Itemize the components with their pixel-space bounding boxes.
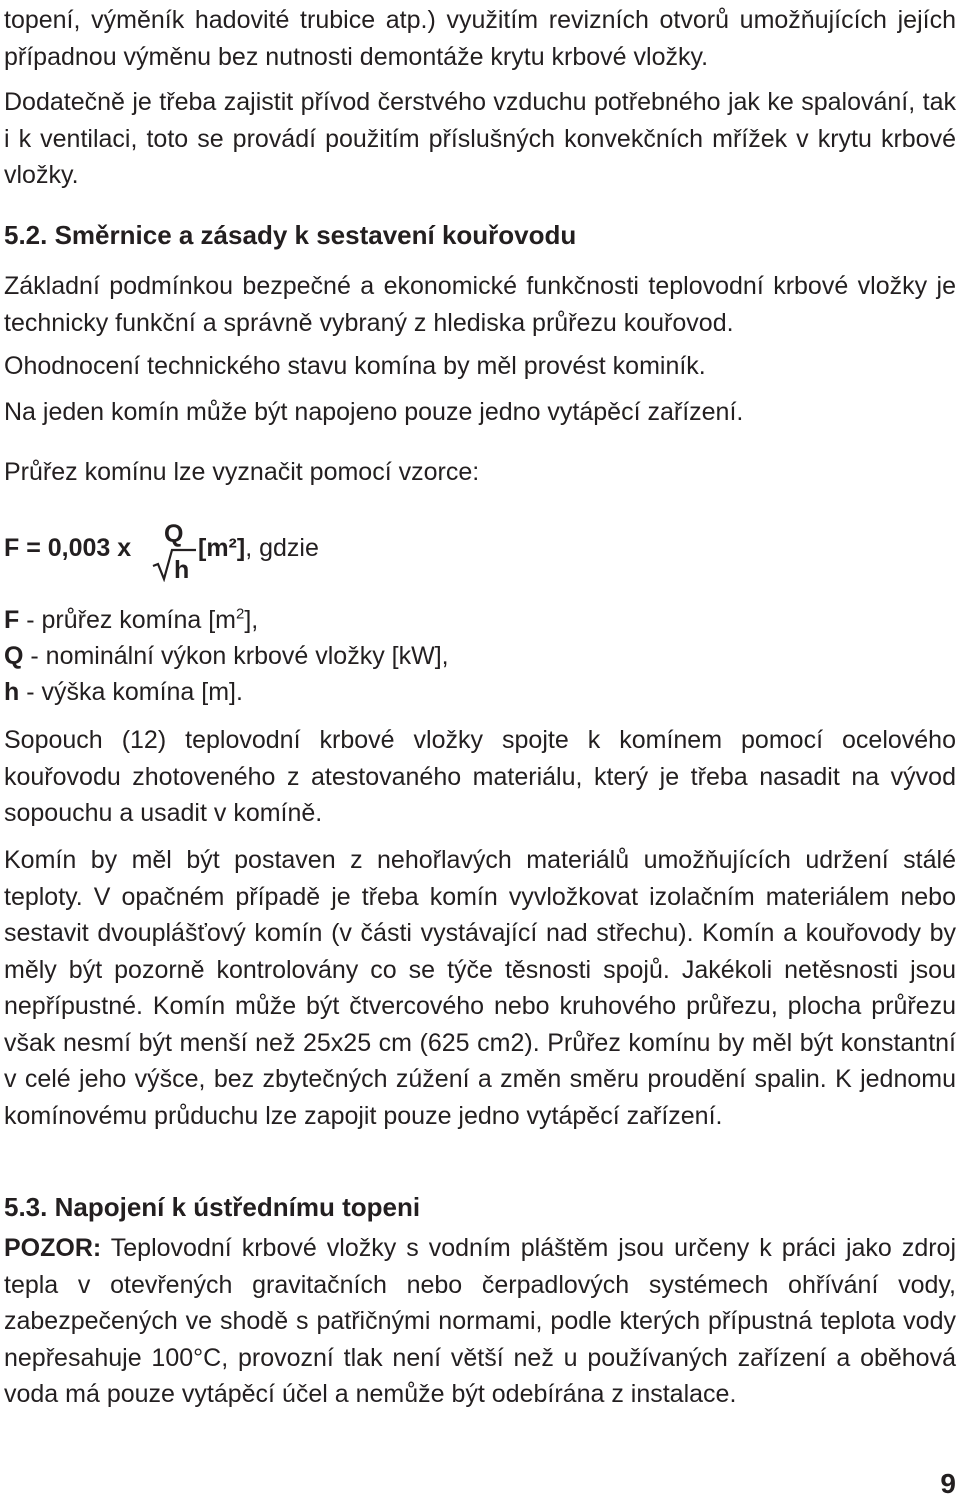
paragraph-intro: topení, výměník hadovité trubice atp.) využitím revizních otvorů umožňujících jejích případnou výměnu bez nutnosti demontáže krytu krbové vložky.: [4, 6, 956, 71]
chimney-formula: [4, 520, 504, 590]
definition-text: - nominální výkon krbové vložky [kW],: [23, 642, 449, 670]
definition-item: [4, 638, 449, 674]
definition-text: - výška komína [m].: [19, 678, 243, 706]
formula-numerator: Q: [164, 520, 184, 548]
paragraph-warning: [4, 1230, 956, 1413]
paragraph-flue-connection: Sopouch (12) teplovodní krbové vložky spojte k komínem pomocí ocelového kouřovodu zhotoveného z atestovaného materiálu, který je třeba nasadit na vývod sopouchu a usadit v komíně.: [4, 726, 956, 827]
formula-unit-rest: , gdzie: [245, 534, 319, 562]
definition-item: [4, 602, 449, 638]
warning-text: Teplovodní krbové vložky s vodním pláštěm jsou určeny k práci jako zdroj tepla v otevřených gravitačních nebo čerpadlových systémech ohřívání vody, zabezpečených ve shodě s patřičnými normami, podle kterých přípustná teplota vody nepřesahuje 100°C, provozní tlak není větší než u používaných zařízení a oběhová voda má pouze vytápěcí účel a nemůže být odebírána z instalace.: [4, 1234, 956, 1408]
paragraph-basic-condition: Základní podmínkou bezpečné a ekonomické funkčnosti teplovodní krbové vložky je technicky funkční a správně vybraný z hlediska průřezu kouřovod.: [4, 272, 956, 337]
section-heading-5-3: 5.3. Napojení k ústřednímu topeni: [4, 1192, 421, 1222]
definition-item: [4, 674, 449, 710]
paragraph-chimney-requirements: Komín by měl být postaven z nehořlavých materiálů umožňujících udržení stálé teploty. V opačném případě je třeba komín vyvložkovat izolačním materiálem nebo sestavit dvouplášťový komín (v části vystávající nad střechu). Komín a kouřovody by měly být pozorně kontrolovány co se týče těsnosti spojů. Jakékoli netěsnosti jsou nepřípustné. Komín může být čtvercového nebo kruhového průřezu, plocha průřezu však nesmí být menší než 25x25 cm (625 cm2). Průřez komínu by měl být konstantní v celé jeho výšce, bez zbytečných zúžení a změn směru proudění spalin. K jednomu komínovému průduchu lze zapojit pouze jedno vytápěcí zařízení.: [4, 846, 956, 1130]
definition-symbol: Q: [4, 642, 24, 670]
definition-tail: ],: [244, 606, 259, 634]
warning-label: POZOR:: [4, 1234, 102, 1262]
paragraph-one-device: Na jeden komín může být napojeno pouze jedno vytápěcí zařízení.: [4, 398, 744, 426]
formula-definitions: [4, 602, 449, 710]
definition-symbol: h: [4, 678, 20, 706]
definition-text: - průřez komína [m: [19, 606, 237, 634]
page-number: 9: [940, 1468, 956, 1499]
definition-superscript: 2: [236, 605, 245, 623]
formula-unit: [198, 534, 319, 563]
section-heading-5-2: 5.2. Směrnice a zásady k sestavení kouřovodu: [4, 220, 577, 250]
paragraph-formula-intro: Průřez komínu lze vyznačit pomocí vzorce:: [4, 458, 480, 486]
paragraph-chimney-sweep: Ohodnocení technického stavu komína by měl provést kominík.: [4, 352, 706, 380]
definition-symbol: F: [4, 606, 20, 634]
paragraph-air-supply: Dodatečně je třeba zajistit přívod čerstvého vzduchu potřebného jak ke spalování, tak i k ventilaci, toto se provádí použitím příslušných konvekčních mřížek v krytu krbové vložky.: [4, 88, 956, 189]
formula-denominator: h: [174, 556, 190, 584]
formula-unit-bold: [m²]: [198, 534, 246, 562]
formula-lhs: F = 0,003 x: [4, 534, 132, 562]
